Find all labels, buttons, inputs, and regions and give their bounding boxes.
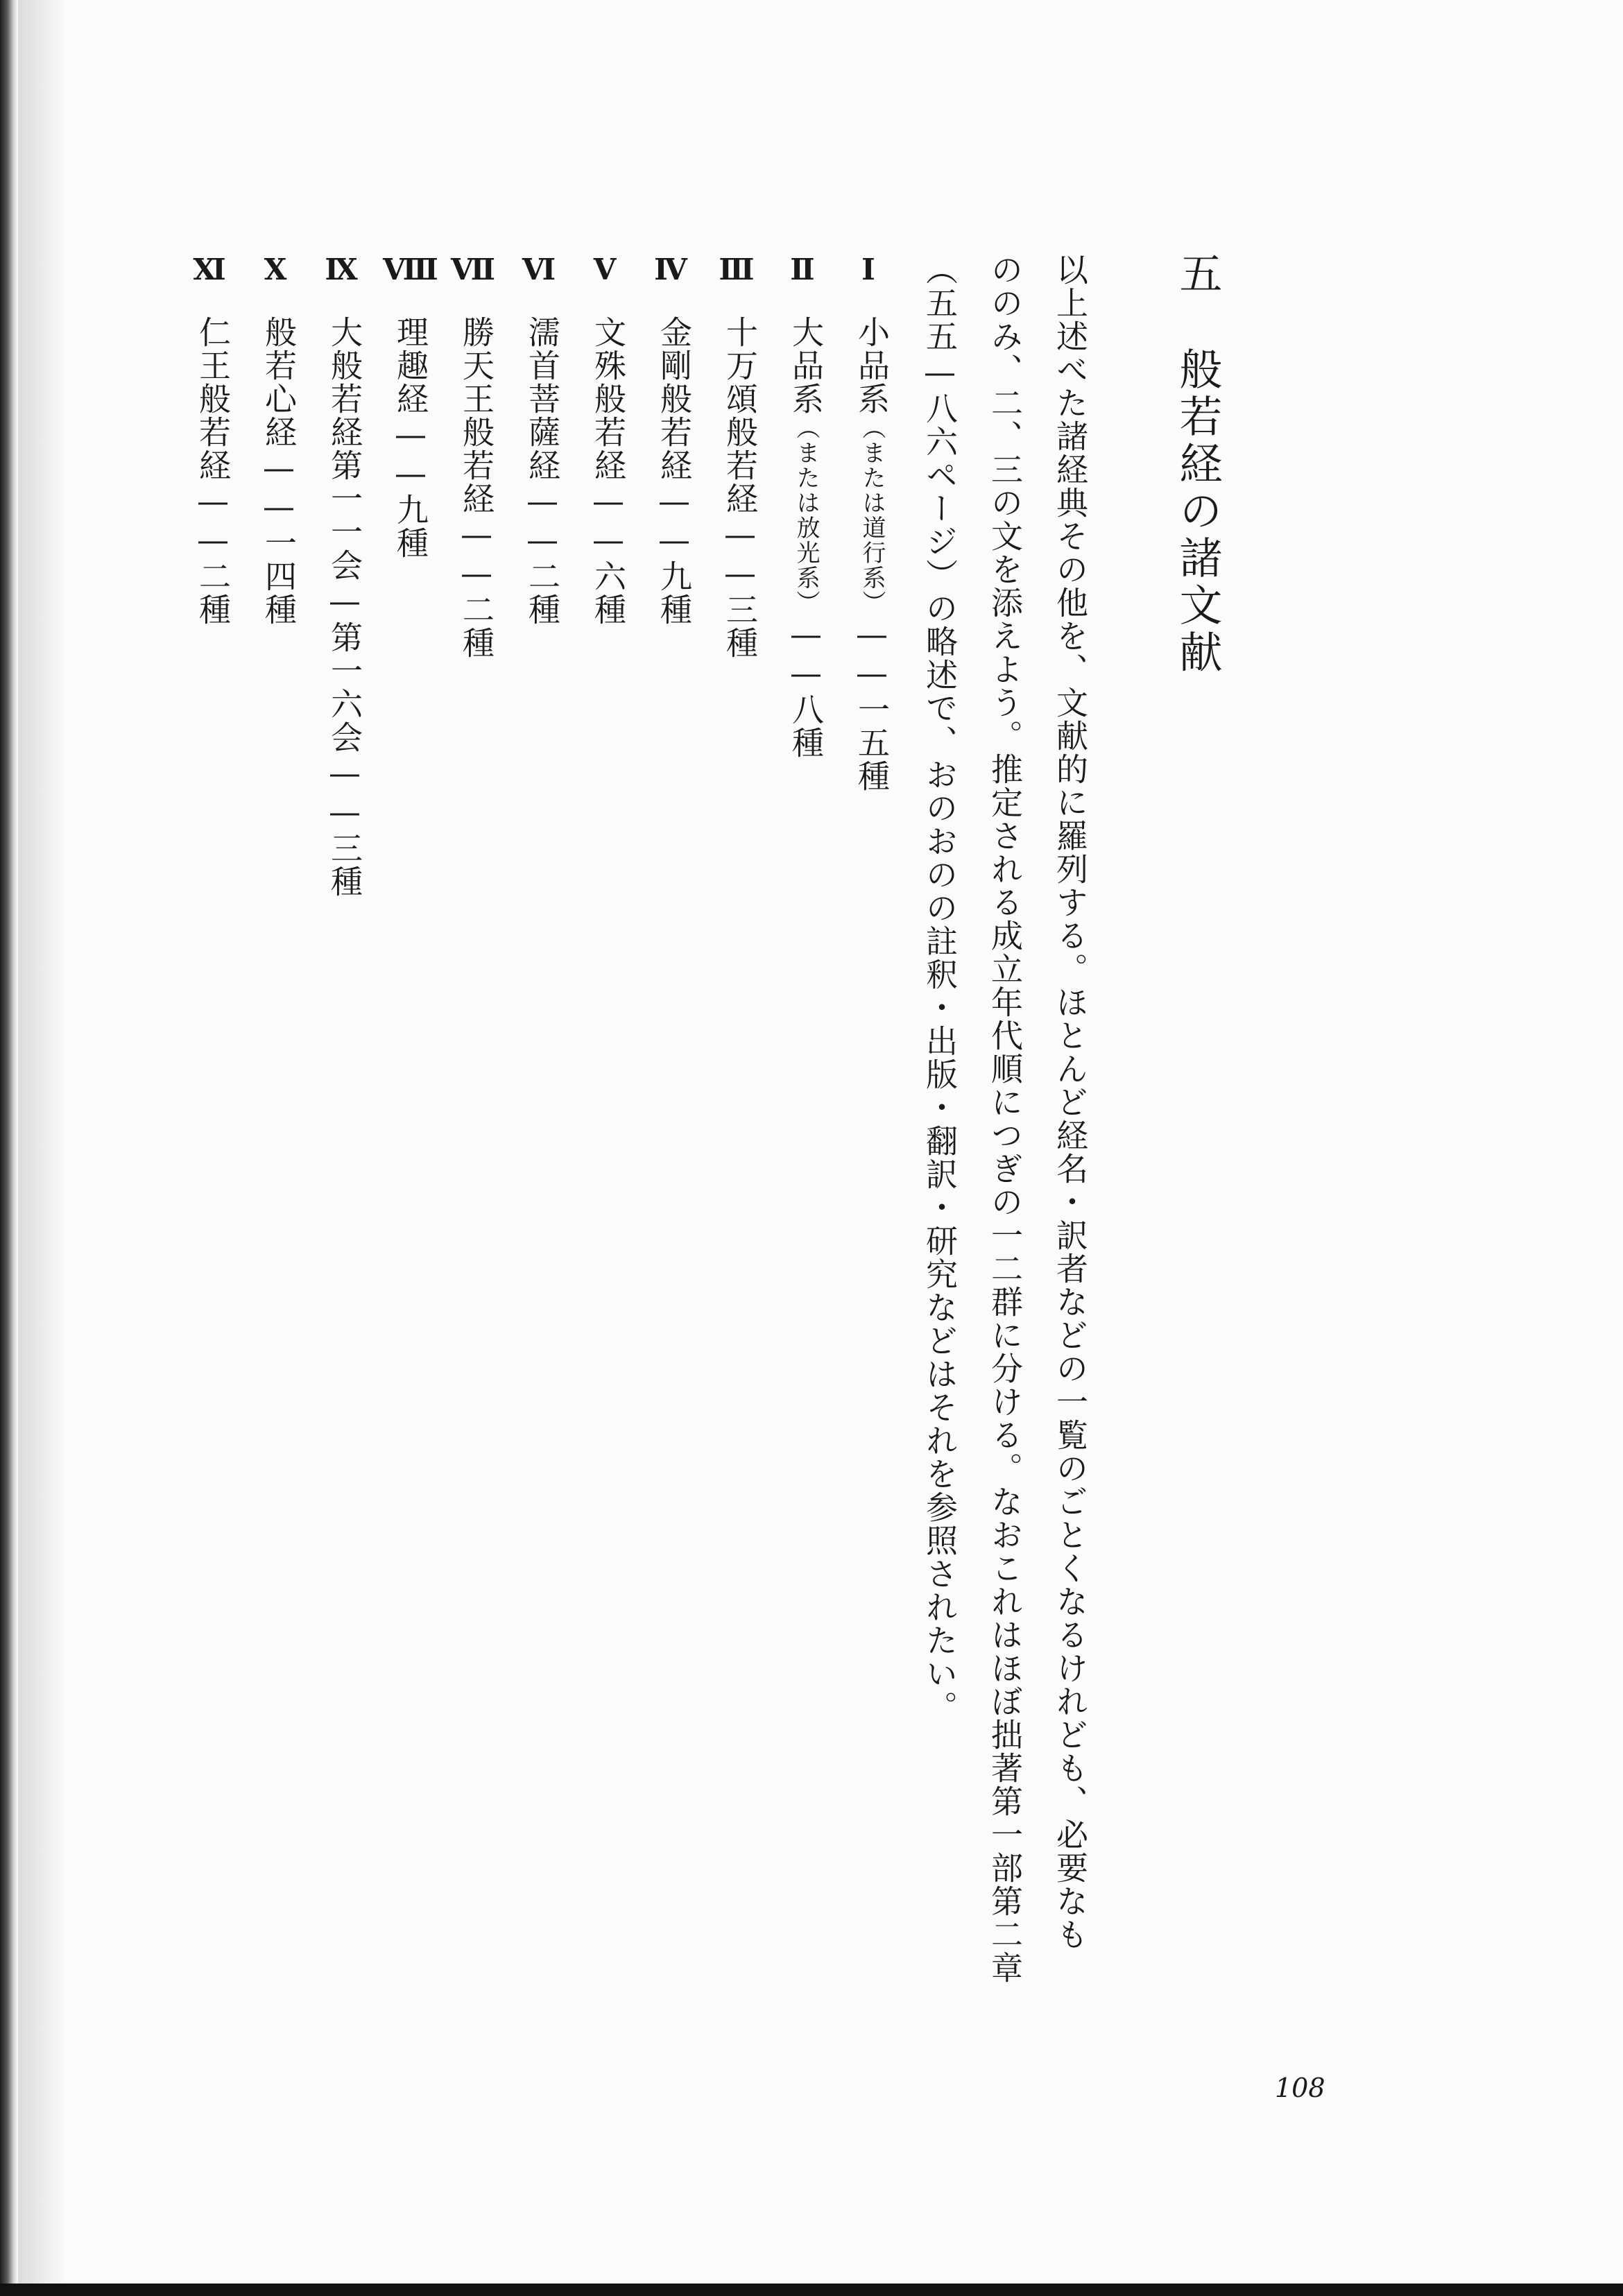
list-numeral-6: Ⅵ xyxy=(522,252,556,286)
section-title: 般若経の諸文献 xyxy=(1172,347,1223,677)
list-item-2: 大品系（または放光系）——八種 xyxy=(787,316,825,760)
list-numeral-5: Ⅴ xyxy=(593,252,617,286)
list-item-5: 文殊般若経——六種 xyxy=(590,316,627,626)
list-numeral-2: Ⅱ xyxy=(790,252,815,286)
list-numeral-7: Ⅶ xyxy=(450,252,496,286)
list-item-10: 般若心経——一四種 xyxy=(260,316,298,626)
list-item-6: 濡首菩薩経——二種 xyxy=(524,316,561,626)
paragraph-line-2: ののみ、二、三の文を添えよう。推定される成立年代順につぎの一二群に分ける。なおこれはほぼ拙著第一部第二章 xyxy=(986,253,1024,1985)
scan-binding-gradient xyxy=(18,0,67,2296)
list-item-8: 理趣経——九種 xyxy=(392,316,429,560)
list-item-4: 金剛般若経——九種 xyxy=(655,316,693,626)
list-numeral-9: Ⅸ xyxy=(325,252,358,286)
page-number: 108 xyxy=(1275,2073,1325,2103)
section-number: 五 xyxy=(1172,251,1223,298)
list-numeral-3: Ⅲ xyxy=(719,252,755,286)
list-item-11: 仁王般若経——二種 xyxy=(194,316,232,626)
list-item-7: 勝天王般若経——二種 xyxy=(458,316,495,660)
section-heading xyxy=(1167,251,1228,677)
list-numeral-1: Ⅰ xyxy=(861,252,875,286)
list-numeral-11: Ⅺ xyxy=(193,252,226,286)
list-numeral-4: Ⅳ xyxy=(654,252,687,286)
list-item-9: 大般若経第一一会—第一六会——三種 xyxy=(326,316,363,898)
scan-bottom-border xyxy=(0,2284,1623,2296)
paragraph-line-1: 以上述べた諸経典その他を、文献的に羅列する。ほとんど経名・訳者などの一覧のごとくなるけれども、必要なも xyxy=(1051,253,1089,1951)
scan-binding-shadow xyxy=(0,0,18,2296)
list-numeral-10: Ⅹ xyxy=(264,252,287,286)
list-item-1: 小品系（または道行系）——一五種 xyxy=(853,316,891,793)
list-item-3: 十万頌般若経——三種 xyxy=(721,316,759,660)
paragraph-line-3: （五五—八六ページ）の略述で、おのおのの註釈・出版・翻訳・研究などはそれを参照されたい。 xyxy=(921,253,959,1724)
list-numeral-8: Ⅷ xyxy=(383,252,438,286)
